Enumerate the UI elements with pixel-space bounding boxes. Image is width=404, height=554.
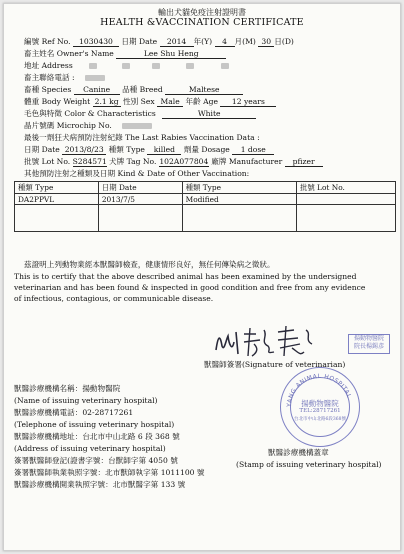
signature-label: 獸醫師簽署(Signature of veterinarian) xyxy=(204,360,346,369)
owner-phone-label: 畜主聯絡電話 : xyxy=(24,73,75,82)
species-row xyxy=(24,85,243,95)
date-label: 日期 Date xyxy=(121,37,158,46)
title-english: HEALTH &VACCINATION CERTIFICATE xyxy=(100,17,304,28)
redaction-mark xyxy=(89,63,97,69)
hospital-address-label: 獸醫診療機構地址： xyxy=(14,432,83,441)
hospital-phone-row xyxy=(14,408,133,417)
table-header: 日期 Date xyxy=(98,182,182,194)
hospital-license-value: 北市獸醫字第 133 號 xyxy=(112,480,186,489)
age-value: 12 years xyxy=(220,97,276,107)
statement-english-3: of infectious, contagious, or communicable disease. xyxy=(14,294,214,303)
table-cell xyxy=(296,194,395,205)
hospital-name-en-label: (Name of issuing veterinary hospital) xyxy=(14,396,158,405)
color-value: White xyxy=(162,109,256,119)
owner-label: 畜主姓名 Owner's Name xyxy=(24,49,114,58)
rabies-tag-label: 犬牌 Tag No. xyxy=(109,157,157,166)
table-cell xyxy=(296,205,395,232)
rabies-manufacturer-label: 廠牌 Manufacturer xyxy=(211,157,283,166)
handwritten-signature xyxy=(208,322,328,362)
vet-stamp-line: 揚動物醫院 xyxy=(353,335,384,342)
other-vaccination-heading: 其他預防注射之種類及日期 Kind & Date of Other Vaccination: xyxy=(24,169,250,178)
table-row xyxy=(15,194,396,205)
vet-registration-label: 簽署獸醫師登記(證書字號： xyxy=(14,456,109,465)
table-cell xyxy=(98,205,182,232)
title-chinese: 輸出犬貓免疫注射證明書 xyxy=(158,8,246,17)
rabies-date-value: 2013/8/23 xyxy=(62,145,106,155)
owner-value: Lee Shu Heng xyxy=(116,49,226,59)
color-label: 毛色與特徵 Color & Characteristics xyxy=(24,109,156,118)
day-suffix: 日(D) xyxy=(274,37,294,46)
owner-row xyxy=(24,49,226,59)
age-label: 年齡 Age xyxy=(185,97,218,106)
stamp-ring-label: YANG ANIMAL HOSPITAL xyxy=(285,372,353,408)
vet-license-label: 簽署獸醫師執業執照字號： xyxy=(14,468,106,477)
hospital-address-value: 台北市中山北路 6 段 368 號 xyxy=(82,432,180,441)
address-label: 地址 Address xyxy=(24,61,73,70)
chip-label: 晶片號碼 Microchip No. xyxy=(24,121,112,130)
redaction-mark xyxy=(221,63,229,69)
rabies-type-label: 種類 Type xyxy=(108,145,145,154)
vet-name-stamp xyxy=(348,334,390,354)
date-year: 2014 xyxy=(160,37,194,47)
sex-label: 性別 Sex xyxy=(123,97,155,106)
hospital-address-row xyxy=(14,432,180,441)
hospital-phone-label: 獸醫診療機構電話： xyxy=(14,408,83,417)
ref-label: 編號 Ref No. xyxy=(24,37,71,46)
breed-label: 品種 Breed xyxy=(122,85,163,94)
hospital-address-en-label: (Address of issuing veterinary hospital) xyxy=(14,444,166,453)
table-row xyxy=(15,205,396,232)
stamp-label: 獸醫診療機構蓋章 xyxy=(268,448,329,457)
rabies-date-label: 日期 Date xyxy=(24,145,60,154)
redaction-mark xyxy=(122,63,130,69)
table-header: 批號 Lot No. xyxy=(296,182,395,194)
redaction-mark xyxy=(152,63,160,69)
statement-english-2: veterinarian and has been found & inspected in good condition and free from any evidence xyxy=(14,283,366,292)
table-cell xyxy=(15,205,99,232)
table-cell: DA2PPVL xyxy=(15,194,99,205)
vet-registration-row xyxy=(14,456,178,465)
chip-row xyxy=(24,121,152,130)
hospital-license-row xyxy=(14,480,185,489)
redaction-mark xyxy=(122,123,152,129)
year-suffix: 年(Y) xyxy=(193,37,213,46)
species-label: 畜種 Species xyxy=(24,85,72,94)
statement-chinese: 茲證明上列動物業經本獸醫師檢查，健康情形良好，無任何傳染病之徵狀。 xyxy=(24,260,275,269)
redaction-mark xyxy=(85,75,105,81)
rabies-row-1 xyxy=(24,145,274,155)
table-cell: Modified xyxy=(182,194,296,205)
weight-label: 體重 Body Weight xyxy=(24,97,91,106)
weight-row xyxy=(24,97,276,107)
sex-value: Male xyxy=(157,97,183,107)
ref-value: 1030430 xyxy=(73,37,119,47)
vet-license-row xyxy=(14,468,205,477)
rabies-type-value: killed xyxy=(147,145,181,155)
hospital-name-row xyxy=(14,384,120,393)
address-row xyxy=(24,61,229,70)
month-suffix: 月(M) xyxy=(234,37,256,46)
hospital-phone-value: 02-28717261 xyxy=(82,408,134,417)
vet-stamp-line: 院長楊錫彥 xyxy=(353,343,384,350)
hospital-phone-en-label: (Telephone of issuing veterinary hospital) xyxy=(14,420,175,429)
phone-row xyxy=(24,73,105,82)
stamp-center-address: 台北市中山北路6段368號 xyxy=(294,417,346,422)
hospital-official-stamp xyxy=(280,367,360,447)
rabies-manufacturer-value: pfizer xyxy=(285,157,323,167)
table-header: 種類 Type xyxy=(182,182,296,194)
hospital-license-label: 獸醫診療機構開業執照字號： xyxy=(14,480,113,489)
table-header: 種類 Type xyxy=(15,182,99,194)
rabies-heading: 最後一劑狂犬病預防注射紀錄 The Last Rabies Vaccination Data : xyxy=(24,133,260,142)
redaction-mark xyxy=(186,63,194,69)
statement-english-1: This is to certify that the above described animal has been examined by the undersigned xyxy=(14,272,357,281)
table-cell xyxy=(182,205,296,232)
stamp-center-tel: TEL:28717261 xyxy=(299,408,341,414)
rabies-row-2 xyxy=(24,157,323,167)
breed-value: Maltese xyxy=(165,85,243,95)
table-cell: 2013/7/5 xyxy=(98,194,182,205)
weight-value: 2.1 kg xyxy=(93,97,121,107)
rabies-lot-value: S284571 xyxy=(72,157,107,166)
date-day: 30 xyxy=(258,37,274,47)
vet-registration-value: 台獸師字第 4050 號 xyxy=(108,456,178,465)
color-row xyxy=(24,109,256,119)
hospital-name-label: 獸醫診療機構名稱： xyxy=(14,384,83,393)
rabies-dosage-label: 劑量 Dosage xyxy=(183,145,230,154)
rabies-tag-value: 102A077804 xyxy=(159,157,209,166)
hospital-name-value: 揚動物醫院 xyxy=(82,384,121,393)
certificate-page xyxy=(3,3,401,551)
rabies-lot-label: 批號 Lot No. xyxy=(24,157,71,166)
rabies-dosage-value: 1 dose xyxy=(232,145,274,155)
other-vaccination-table xyxy=(14,181,396,232)
species-value: Canine xyxy=(74,85,120,95)
date-month: 4 xyxy=(215,37,235,47)
table-header-row xyxy=(15,182,396,194)
vet-license-value: 北市獸師執字第 1011100 號 xyxy=(105,468,205,477)
stamp-label-en: (Stamp of issuing veterinary hospital) xyxy=(236,460,382,469)
stamp-center-name: 揚動物醫院 xyxy=(301,399,339,408)
ref-row xyxy=(24,37,294,47)
